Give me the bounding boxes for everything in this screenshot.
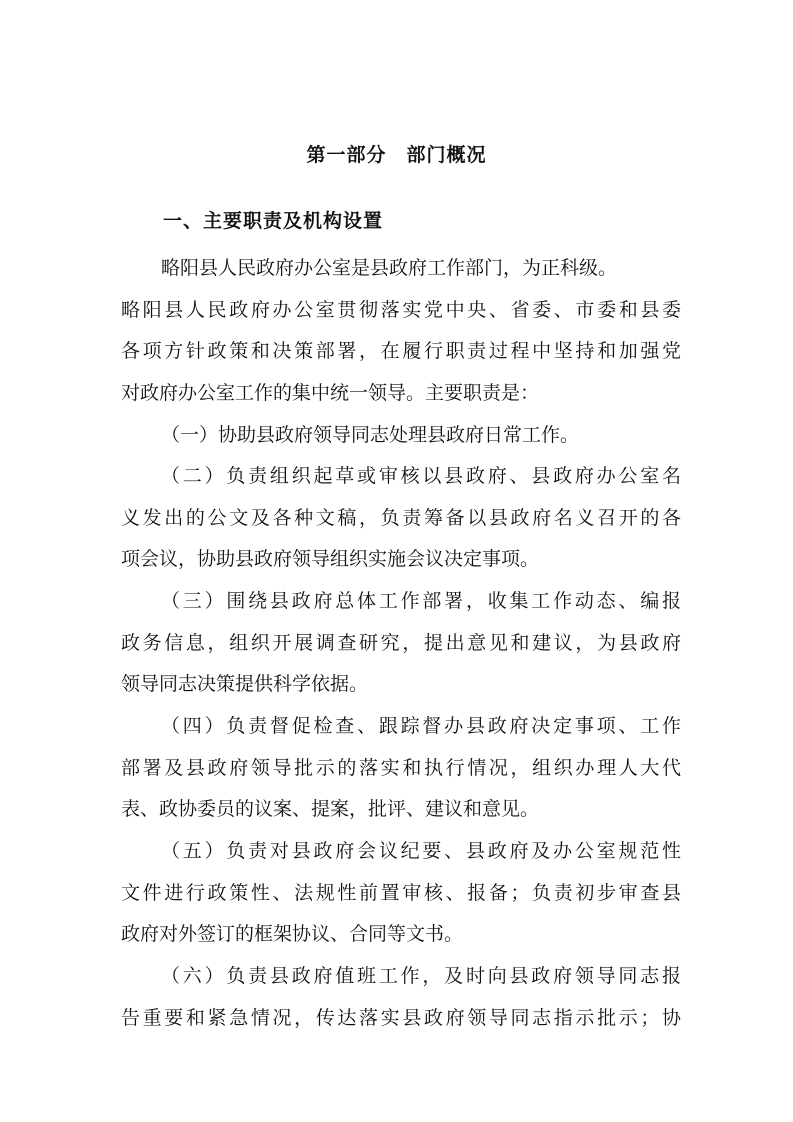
- text-line: 对政府办公室工作的集中统一领导。主要职责是：: [121, 381, 540, 404]
- text-line: 各项方针政策和决策部署，在履行职责过程中坚持和加强党: [121, 340, 681, 363]
- text-line: 义发出的公文及各种文稿，负责筹备以县政府名义召开的各: [121, 506, 681, 529]
- text-line: （二）负责组织起草或审核以县政府、县政府办公室名: [161, 465, 681, 488]
- text-line: 文件进行政策性、法规性前置审核、报备；负责初步审查县: [121, 881, 681, 904]
- text-line: 略阳县人民政府办公室是县政府工作部门，为正科级。: [161, 257, 618, 279]
- body-text: [121, 248, 681, 1039]
- text-line: 领导同志决策提供科学依据。: [121, 673, 369, 696]
- text-line: （三）围绕县政府总体工作部署，收集工作动态、编报: [161, 590, 681, 613]
- text-line: 政务信息，组织开展调查研究，提出意见和建议，为县政府: [121, 631, 681, 654]
- text-line: （五）负责对县政府会议纪要、县政府及办公室规范性: [161, 839, 681, 862]
- text-line: （一）协助县政府领导同志处理县政府日常工作。: [161, 423, 580, 446]
- page-title: 第一部分 部门概况: [306, 144, 487, 166]
- text-line: （六）负责县政府值班工作，及时向县政府领导同志报: [161, 964, 681, 987]
- text-line: 表、政协委员的议案、提案，批评、建议和意见。: [121, 798, 540, 821]
- text-line: 告重要和紧急情况，传达落实县政府领导同志指示批示；协: [121, 1006, 681, 1029]
- text-line: 项会议，协助县政府领导组织实施会议决定事项。: [121, 548, 540, 571]
- text-line: 部署及县政府领导批示的落实和执行情况，组织办理人大代: [121, 756, 681, 779]
- section-heading: 一、主要职责及机构设置: [163, 210, 384, 232]
- text-line: （四）负责督促检查、跟踪督办县政府决定事项、工作: [161, 715, 681, 738]
- text-line: 略阳县人民政府办公室贯彻落实党中央、省委、市委和县委: [121, 298, 681, 321]
- text-line: 政府对外签订的框架协议、合同等文书。: [121, 923, 464, 946]
